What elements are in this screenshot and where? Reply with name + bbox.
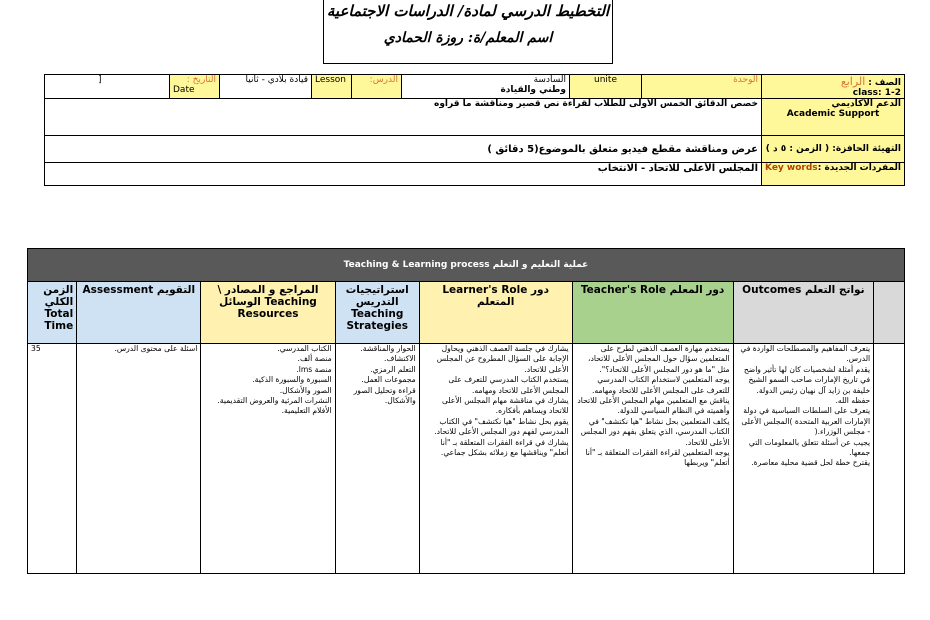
unit-value-2: وطني والقيادة [500,85,566,95]
unit-label: الوحدة [642,75,762,99]
keywords-label-en: Key words [765,163,818,173]
motivation-label: التهيئة الحافزة: ( الزمن : ٥ د ) [762,136,905,163]
learner-role-cell: يشارك في جلسة العصف الذهني ويحاول الإجابة على السؤال المطروح عن المجلس الأعلى للاتحاد. يستخدم الكتاب المدرسي للتعرف على المجلس الأعلى للاتحاد ومهامه. يشارك في مناقشة مهام المجلس الأعلى للاتحاد ويساهم بأفكاره. يقوم بحل نشاط "هيا نكتشف" في الكتاب المدرسي لفهم دور المجلس الأعلى للاتحاد. يشارك في قراءة الفقرات المتعلقة بـ "أنا أتعلم" ويناقشها مع زملائه بشكل جماعي. [419,344,572,574]
date-label: التاريخ : [186,75,216,85]
support-value: خصص الدقائق الخمس الأولى للطلاب لقراءة نص قصير ومناقشة ما قرأوه [45,99,762,136]
strategies-cell: الحوار والمناقشة. الاكتشاف. التعلم الرمزي. مجموعات العمل. قراءة وتحليل الصور والأشكال. [335,344,419,574]
keywords-value: المجلس الأعلى للاتحاد - الانتخاب [45,163,762,186]
header-learner-role: Learner's Role دور المتعلم [419,282,572,344]
keywords-label-cell [762,163,905,186]
lesson-label-en: Lesson [312,75,352,99]
assessment-cell: اسئلة على محتوى الدرس. [77,344,201,574]
resources-cell: الكتاب المدرسي. منصة ألف. منصة lms. السبورة والسبورة الذكية. الصور والأشكال. النشرات المرئية والعروض التقديمية. الأفلام التعليمية. [201,344,335,574]
header-outcomes: Outcomes نواتج التعلم [733,282,874,344]
date-value-cell: ] [45,75,170,99]
support-label-en: Academic Support [786,109,880,119]
title-box [323,0,613,64]
class-cell [762,75,905,99]
outcomes-cell: يتعرف المفاهيم والمصطلحات الواردة في الدرس. يقدم أمثلة لشخصيات كان لها تأثير واضح في تاريخ الإمارات صاحب السمو الشيخ خليفة بن زايد آل نهيان رئيس الدولة. حفظه الله. يتعرف على السلطات السياسية في دولة الإمارات العربية المتحدة )المجلس الأعلى - مجلس الوزراء.( يجيب عن أسئلة تتعلق بالمعلومات التي جمعها. يقترح خطة لحل قضية محلية معاصرة. [733,344,874,574]
process-banner: Teaching & Learning process عملية التعليم و التعلم [28,249,905,282]
header-blank [874,282,905,344]
class-value: الرابع [840,75,866,88]
date-label-en: Date [173,85,195,95]
class-label: الصف : [868,78,901,88]
header-assessment: Assessment التقويم [77,282,201,344]
date-label-cell [170,75,220,99]
class-en: 1-2 :class [852,88,901,98]
lesson-value: قيادة بلادي - ثانيا [220,75,312,99]
unit-value-cell [402,75,570,99]
teacher-name: اسم المعلم/ة: روزة الحمادي [383,30,553,46]
support-label-cell [762,99,905,136]
lesson-label: الدرس: [352,75,402,99]
header-strategies: استراتيجيات التدريس Teaching Strategies [335,282,419,344]
unit-label-en: unite [570,75,642,99]
header-resources: المراجع و المصادر \ الوسائل Teaching Resources [201,282,335,344]
teacher-role-cell: يستخدم مهارة العصف الذهني لطرح على المتعلمين سؤال حول المجلس الأعلى للاتحاد، مثل "ما هو دور المجلس الأعلى للاتحاد؟". يوجه المتعلمين لاستخدام الكتاب المدرسي للتعرف على المجلس الأعلى للاتحاد ومهامه. يناقش مع المتعلمين مهام المجلس الأعلى للاتحاد وأهميته في النظام السياسي للدولة. يكلف المتعلمين بحل نشاط "هيا نكتشف" في الكتاب المدرسي، الذي يتعلق بفهم دور المجلس الأعلى للاتحاد. يوجه المتعلمين لقراءة الفقرات المتعلقة بـ "أنا أتعلم" ويربطها [572,344,733,574]
blank-cell [874,344,905,574]
unit-value-1: السادسة [533,75,566,85]
planning-title: التخطيط الدرسي لمادة/ الدراسات الاجتماعية [326,2,610,20]
teaching-learning-table [27,248,905,574]
keywords-label-ar: المفردات الجديدة : [817,163,901,173]
header-time: الزمن الكلي Total Time [28,282,77,344]
time-cell: 35 [28,344,77,574]
header-teacher-role: Teacher's Role دور المعلم [572,282,733,344]
lesson-info-table [44,74,905,186]
support-label-ar: الدعم الأكاديمي [831,99,901,109]
motivation-value: عرض ومناقشة مقطع فيديو متعلق بالموضوع(5 دقائق ) [45,136,762,163]
